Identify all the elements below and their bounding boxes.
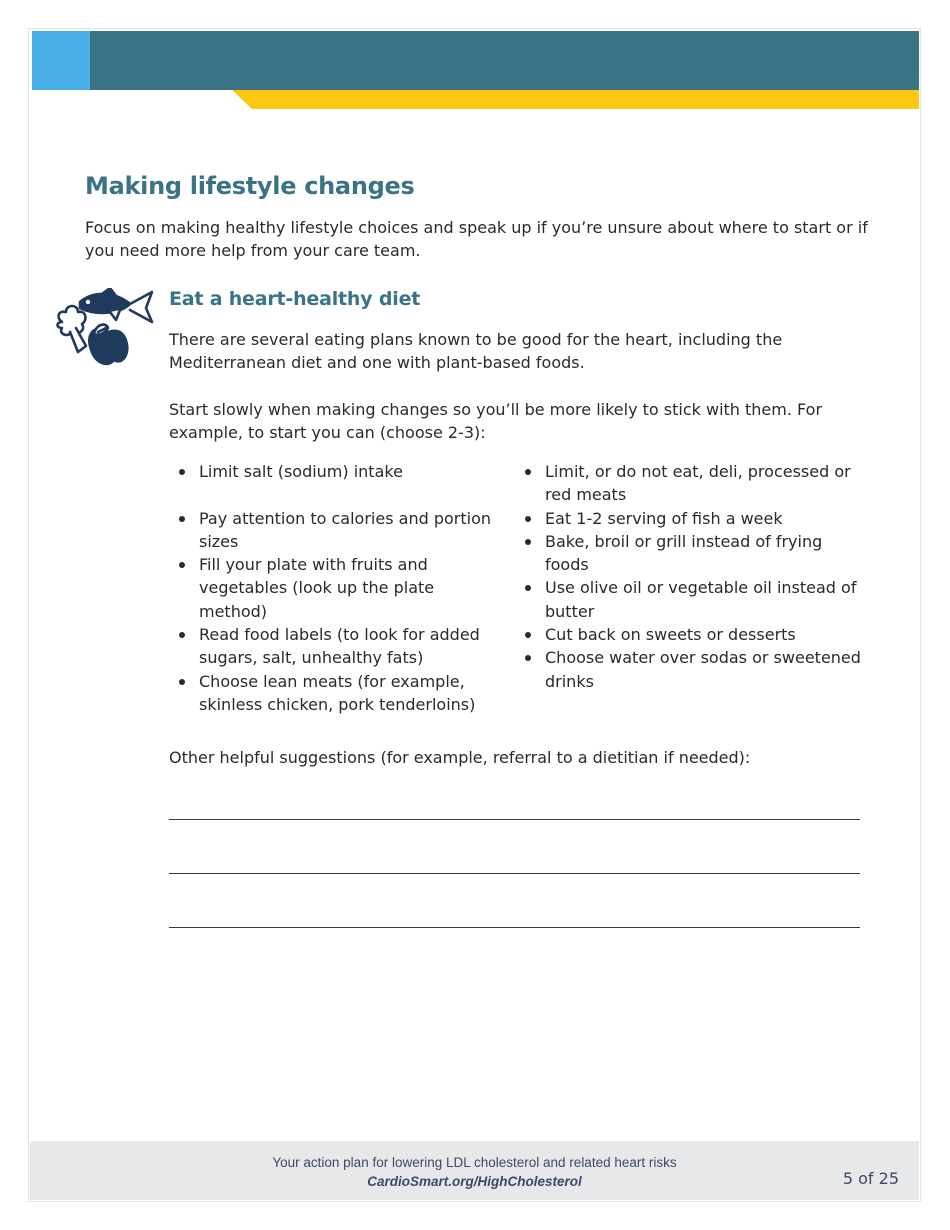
footer [30, 1141, 919, 1200]
diet-list-left [176, 460, 506, 716]
diet-list-right [522, 460, 867, 693]
list-item: Bake, broil or grill instead of frying foods [522, 530, 867, 577]
section-title: Making lifestyle changes [85, 172, 415, 200]
list-item: Eat 1-2 serving of fish a week [522, 507, 867, 530]
list-item: Pay attention to calories and portion sizes [176, 507, 506, 554]
write-in-line[interactable] [169, 927, 860, 928]
other-suggestions-label: Other helpful suggestions (for example, referral to a dietitian if needed): [169, 748, 751, 767]
list-item: Fill your plate with fruits and vegetables (look up the plate method) [176, 553, 506, 623]
header-banner [90, 31, 919, 90]
page-number: 5 of 25 [842, 1169, 899, 1188]
diet-paragraph-2: Start slowly when making changes so you’ll be more likely to stick with them. For example, to start you can (choose 2-3): [169, 400, 823, 442]
list-item: Use olive oil or vegetable oil instead of butter [522, 576, 867, 623]
footer-tagline: Your action plan for lowering LDL cholesterol and related heart risks [272, 1155, 677, 1170]
list-item: Cut back on sweets or desserts [522, 623, 867, 646]
footer-text [30, 1153, 919, 1191]
footer-url-link[interactable]: CardioSmart.org/HighCholesterol [367, 1174, 582, 1189]
write-in-line[interactable] [169, 819, 860, 820]
header-accent-block [32, 31, 90, 90]
fish-broccoli-apple-icon [54, 288, 156, 368]
write-in-line[interactable] [169, 873, 860, 874]
diet-paragraph-1: There are several eating plans known to be good for the heart, including the Mediterranean diet and one with plant-based foods. [169, 330, 783, 372]
list-item: Limit salt (sodium) intake [176, 460, 506, 483]
list-item: Read food labels (to look for added sugars, salt, unhealthy fats) [176, 623, 506, 670]
header-yellow-stripe [232, 90, 919, 109]
list-item: Choose lean meats (for example, skinless chicken, pork tenderloins) [176, 670, 506, 717]
section-intro: Focus on making healthy lifestyle choices and speak up if you’re unsure about where to start or if you need more help from your care team. [85, 218, 868, 260]
diet-heading: Eat a heart-healthy diet [169, 288, 421, 310]
list-item: Limit, or do not eat, deli, processed or red meats [522, 460, 867, 507]
list-item: Choose water over sodas or sweetened drinks [522, 646, 867, 693]
